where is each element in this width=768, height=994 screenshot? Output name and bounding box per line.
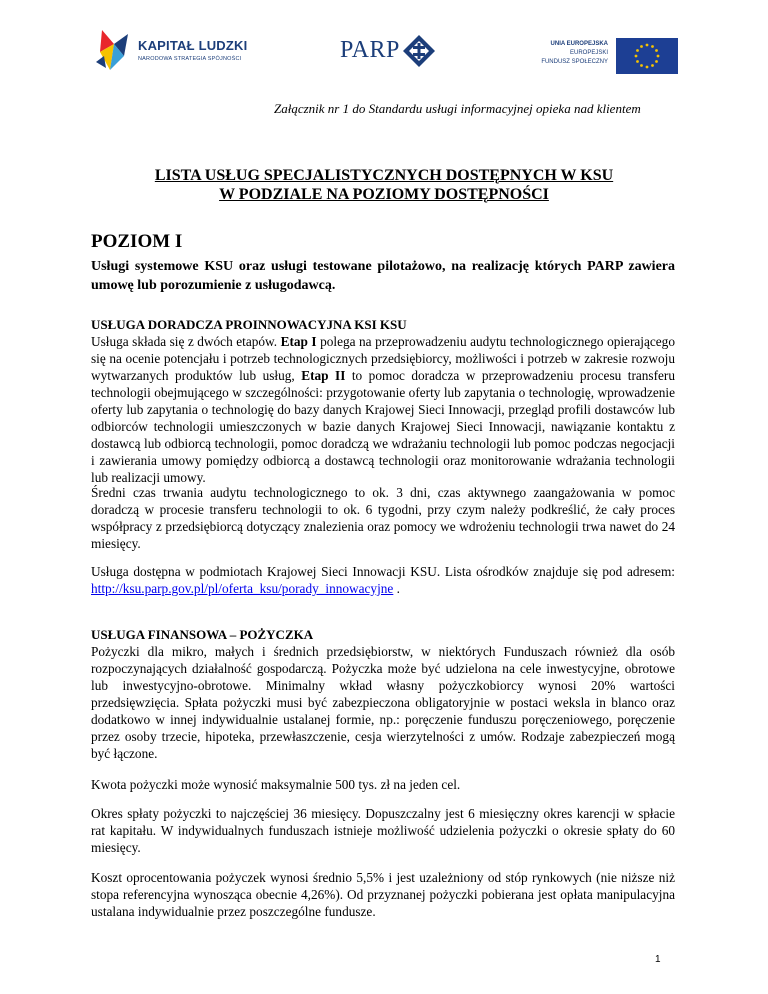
- advisory-p1-text-a: Usługa składa się z dwóch etapów.: [91, 334, 281, 349]
- advisory-paragraph-3: [91, 563, 675, 597]
- advisory-paragraph-2: Średni czas trwania audytu technologicznego to ok. 3 dni, czas aktywnego zaangażowania w pomoc doradczą w procesie transferu technologii to ok. 6 tygodni, przy czym należy podkreślić, że cały proces współpracy z przedsiębiorcą dotyczący znalezienia oraz pomocy we wdrożeniu technologii trwa nawet do 24 miesięcy.: [91, 485, 675, 551]
- eu-line-2: EUROPEJSKI: [569, 50, 608, 56]
- kapital-ludzki-subtitle: NARODOWA STRATEGIA SPÓJNOŚCI: [138, 56, 242, 62]
- document-title-line-2: W PODZIALE NA POZIOMY DOSTĘPNOŚCI: [219, 186, 549, 203]
- level-description: Usługi systemowe KSU oraz usługi testowane pilotażowo, na realizację których PARP zawiera umowę lub porozumienie z usługodawcą.: [91, 259, 675, 293]
- eu-flag-icon: [616, 38, 678, 74]
- kapital-ludzki-title: KAPITAŁ LUDZKI: [138, 38, 248, 53]
- parp-logo-text: PARP: [340, 37, 400, 63]
- advisory-paragraph-1: [91, 333, 675, 486]
- kapital-ludzki-star-icon: [94, 26, 134, 78]
- parp-emblem-icon: [402, 34, 436, 68]
- eu-logo-text: [541, 40, 608, 67]
- parp-logo: [340, 34, 440, 70]
- advisory-etap-1: Etap I: [280, 334, 317, 349]
- advisory-etap-2: Etap II: [301, 368, 346, 383]
- advisory-p3-text-b: .: [393, 581, 400, 596]
- kapital-ludzki-logo: [94, 26, 248, 78]
- section-heading-advisory: USŁUGA DORADCZA PROINNOWACYJNA KSI KSU: [91, 317, 407, 332]
- loan-paragraph-4: Koszt oprocentowania pożyczek wynosi średnio 5,5% i jest uzależniony od stóp rynkowych (nie niższe niż stopa referencyjna wynosząca obecnie 4,26%). Od przyznanej pożyczki pobierana jest opłata manipulacyjna ustalana indywidualnie przez poszczególne fundusze.: [91, 870, 675, 919]
- eu-line-3: FUNDUSZ SPOŁECZNY: [541, 59, 608, 65]
- advisory-p3-text-a: Usługa dostępna w podmiotach Krajowej Sieci Innowacji KSU. Lista ośrodków znajduje się pod adresem:: [91, 564, 675, 579]
- document-title-line-1: LISTA USŁUG SPECJALISTYCZNYCH DOSTĘPNYCH W KSU: [154, 167, 614, 184]
- section-heading-loan: USŁUGA FINANSOWA – POŻYCZKA: [91, 627, 314, 642]
- advisory-p1-text-b: polega na przeprowadzeniu audytu technologicznego opierającego się na ocenie potencjału i potrzeb technologicznych przedsiębiorcy, możliwości i potrzeb w zakresie rozwoju wytwarzanych produktów lub usług,: [91, 334, 675, 383]
- loan-paragraph-3: Okres spłaty pożyczki to najczęściej 36 miesięcy. Dopuszczalny jest 6 miesięczny okres karencji w spłacie rat kapitału. W indywidualnych funduszach istnieje możliwość udzielenia pożyczki o okresie spłaty do 60 miesięcy.: [91, 806, 675, 855]
- loan-paragraph-1: Pożyczki dla mikro, małych i średnich przedsiębiorstw, w niektórych Funduszach również dla osób rozpoczynających działalność gospodarczą. Pożyczka może być udzielona na cele inwestycyjne, obrotowe lub inwestycyjno-obrotowe. Minimalny wkład własny pożyczkobiorcy wynosi 20% wartości przedsięwzięcia. Spłata pożyczki musi być zabezpieczona obligatoryjnie w postaci weksla in blanco oraz dodatkowo w innej indywidualnie ustalanej formie, np.: poręczenie funduszu poręczeniowego, poręczenie przez osoby trzecie, hipoteka, przewłaszczenie, cesja wierzytelności z umów. Rodzaje zabezpieczeń mogą być łączone.: [91, 644, 675, 761]
- advisory-p1-text-c: to pomoc doradcza w przeprowadzeniu procesu transferu technologii obejmującego w szczególności: przygotowanie oferty lub zapytania o technologię, wprowadzenie oferty lub zapytania o technologię do bazy danych Krajowej Sieci Innowacji, przegląd profili dostawców lub odbiorców technologii umieszczonych w bazie danych Krajowej Sieci Innowacji, nawiązanie kontaktu z dostawcą lub odbiorcą technologii, pomoc doradczą we wdrażaniu technologii lub pomoc podczas negocjacji i zawierania umowy pomiędzy odbiorcą a dostawcą technologii oraz monitorowanie wdrażania technologii lub realizacji umowy.: [91, 368, 676, 485]
- eu-logo: [541, 38, 678, 78]
- innovation-advice-link[interactable]: http://ksu.parp.gov.pl/pl/oferta_ksu/porady_innowacyjne: [91, 581, 394, 596]
- annex-note: Załącznik nr 1 do Standardu usługi informacyjnej opieka nad klientem: [274, 101, 641, 116]
- loan-paragraph-2: Kwota pożyczki może wynosić maksymalnie 500 tys. zł na jeden cel.: [91, 777, 461, 792]
- level-heading: POZIOM I: [91, 231, 183, 252]
- page-number: 1: [655, 954, 661, 965]
- eu-line-1: UNIA EUROPEJSKA: [550, 41, 608, 47]
